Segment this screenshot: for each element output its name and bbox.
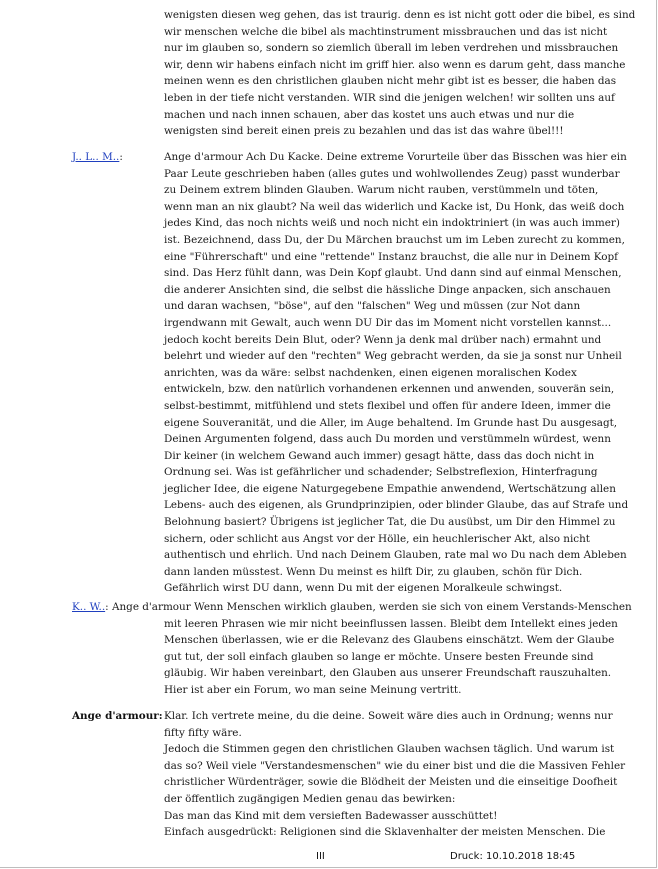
text-line: leben in der tiefe nicht verstanden. WIR sind die jenigen welchen! wir sollten uns auf [164,91,615,104]
speaker-link-jlm[interactable] [72,149,123,166]
page-number: III [316,851,325,862]
text-line: Paar Leute geschrieben haben (alles gutes und wohlwollendes Zeug) passt wunderbar [164,167,620,180]
speaker-colon: : [105,601,109,613]
text-line: Deinen Argumenten folgend, dass auch Du morden und verstümmeln würdest, wenn [164,433,611,446]
text-line: Jedoch die Stimmen gegen den christlichen Glauben wachsen täglich. Und warum ist [164,743,615,756]
text-line: meinen wenn es den christlichen glauben nicht mehr gibt ist es besser, die haben das [164,75,617,88]
text-line: Belohnung basiert? Übrigens ist jeglicher Tat, die Du ausübst, um Dir den Himmel zu [164,516,616,529]
text-line: Ordnung sei. Was ist gefährlicher und schadender; Selbstreflexion, Hinterfragung [164,466,598,479]
text-line: fifty fifty wäre. [164,726,242,739]
speaker-name[interactable]: K.. W.. [72,601,106,613]
text-line: gläubig. Wir haben vereinbart, den Glauben aus unserer Freundschaft rauszuhalten. [164,667,612,680]
text-line: wenigsten sind bereit einen preis zu bezahlen und das ist das wahre übel!!! [164,125,564,138]
text-line: Dir keiner (in welchem Gewand auch immer) gesagt hätte, dass das doch nicht in [164,449,595,462]
comment-kw [164,616,618,699]
text-line: entwickeln, bzw. den natürlich vorhandenen erkennen und anwenden, souverän sein, [164,383,615,396]
text-line: die anderer Ansichten sind, die selbst die hässliche Dinge anpacken, sich anschauen [164,283,611,296]
text-line: Das man das Kind mit dem versieften Badewasser ausschüttet! [164,809,498,822]
text-line: und daran wachsen, "böse", auf den "falschen" Weg und müssen (zur Not dann [164,300,581,313]
text-line: christlicher Würdenträger, sowie die Blödheit der Meisten und die einseitige Doofheit [164,776,618,789]
speaker-colon: : [119,151,123,163]
text-line: jeglicher Idee, die eigene Naturgegebene Empathie anwendend, Wertschätzung allen [164,482,616,495]
speaker-ange [72,708,163,725]
text-line: irgendwann mit Gewalt, auch wenn DU Dir das im Moment nicht vorstellen kannst... [164,316,612,329]
text-line: wir, denn wir habens einfach nicht im griff hier. also wenn es darum geht, dass manche [164,58,626,71]
text-line: der öffentlich zugängigen Medien genau das bewirken: [164,792,456,805]
text-line: nur im glauben so, sondern so ziemlich überall im leben verdrehen und missbrauchen [164,42,619,55]
text-line: eigene Souveranität, und die Aller, im Auge behaltend. Im Grunde hast Du ausgesagt, [164,416,618,429]
text-line: authentisch und ehrlich. Und nach Deinem Glauben, rate mal wo Du nach dem Ableben [164,549,627,562]
print-date: Druck: 10.10.2018 18:45 [450,851,576,862]
text-line: gut tut, der soll einfach glauben so lange er möchte. Unsere besten Freunde sind [164,650,594,663]
text-line: selbst-bestimmt, mitfühlend und stets flexibel und offen für andere Ideen, immer die [164,399,611,412]
text-line: das so? Weil viele "Verstandesmenschen" wie du einer bist und die die Massiven Fehler [164,759,626,772]
text-line: wenigsten diesen weg gehen, das ist traurig. denn es ist nicht gott oder die bibel, es sind [164,9,636,21]
comment-jlm [164,149,628,597]
speaker-name: Ange d'armour [72,710,159,722]
text-line: sichern, oder schlicht aus Angst vor der Hölle, ein heuchlerischer Akt, also nicht [164,532,590,545]
speaker-colon: : [158,710,163,722]
speaker-link-kw[interactable] [72,599,632,616]
text-line: Ange d'armour Ach Du Kacke. Deine extreme Vorurteile über das Bisschen was hier ein [164,151,627,163]
text-line: wir menschen welche die bibel als machtinstrument missbrauchen und das ist nicht [164,25,608,38]
text-line: Menschen überlassen, wie er die Relevanz des Glaubens einschätzt. Wem der Glaube [164,634,615,647]
text-line: zu Deinem extrem blinden Glauben. Warum nicht rauben, verstümmeln und töten, [164,184,599,197]
text-line: Gefährlich wirst DU dann, wenn Du mit der eigenen Moralkeule schwingst. [164,582,563,595]
text-line: jedoch kocht bereits Dein Blut, oder? Wenn ja denk mal drüber nach) ermahnt und [164,333,602,346]
text-line: Klar. Ich vertrete meine, du die deine. Soweit wäre dies auch in Ordnung; wenns nur [164,710,613,722]
speaker-name[interactable]: J.. L.. M.. [72,151,120,163]
text-line: Einfach ausgedrückt: Religionen sind die Sklavenhalter der meisten Menschen. Die [164,826,606,839]
text-line: jedes Kind, das noch nichts weiß und noch nicht ein indoktriniert (in was auch immer) [164,217,620,230]
comment-continuation [164,7,635,140]
text-line: machen und nach innen schauen, aber das kostet uns auch etwas und nur die [164,108,575,121]
text-line: eine "Führerschaft" und eine "rettende" Instanz brauchst, die alle nur in Deinem Kopf [164,250,618,263]
text-line: anrichten, was da wäre: selbst nachdenken, einen eigenen moralischen Kodex [164,366,577,379]
text-line: belehrt und wieder auf den "rechten" Weg gebracht werden, da sie ja sonst nur Unheil [164,350,622,363]
text-line: mit leeren Phrasen wie mir nicht beeinflussen lassen. Bleibt dem Intellekt eines jeden [164,617,618,630]
text-line: wenn man an nix glaubt? Na weil das widerlich und Kacke ist, Du Honk, das weiß doch [164,200,625,213]
text-line: ist. Bezeichnend, dass Du, der Du Märchen brauchst um im Leben zurecht zu kommen, [164,233,625,246]
comment-ange [164,708,625,841]
text-line: sind. Das Herz fühlt dann, was Dein Kopf glaubt. Und dann sind auf einmal Menschen, [164,267,622,280]
comment-first-line: Ange d'armour Wenn Menschen wirklich glauben, werden sie sich von einem Verstands-Menschen [111,601,632,613]
text-line: Hier ist aber ein Forum, wo man seine Meinung vertritt. [164,683,462,696]
text-line: Lebens- auch des eigenen, als Grundprinzipien, oder blinder Glaube, das auf Strafe und [164,499,629,512]
text-line: dann landen müsstest. Wenn Du meinst es hilft Dir, zu glauben, schön für Dich. [164,565,583,578]
